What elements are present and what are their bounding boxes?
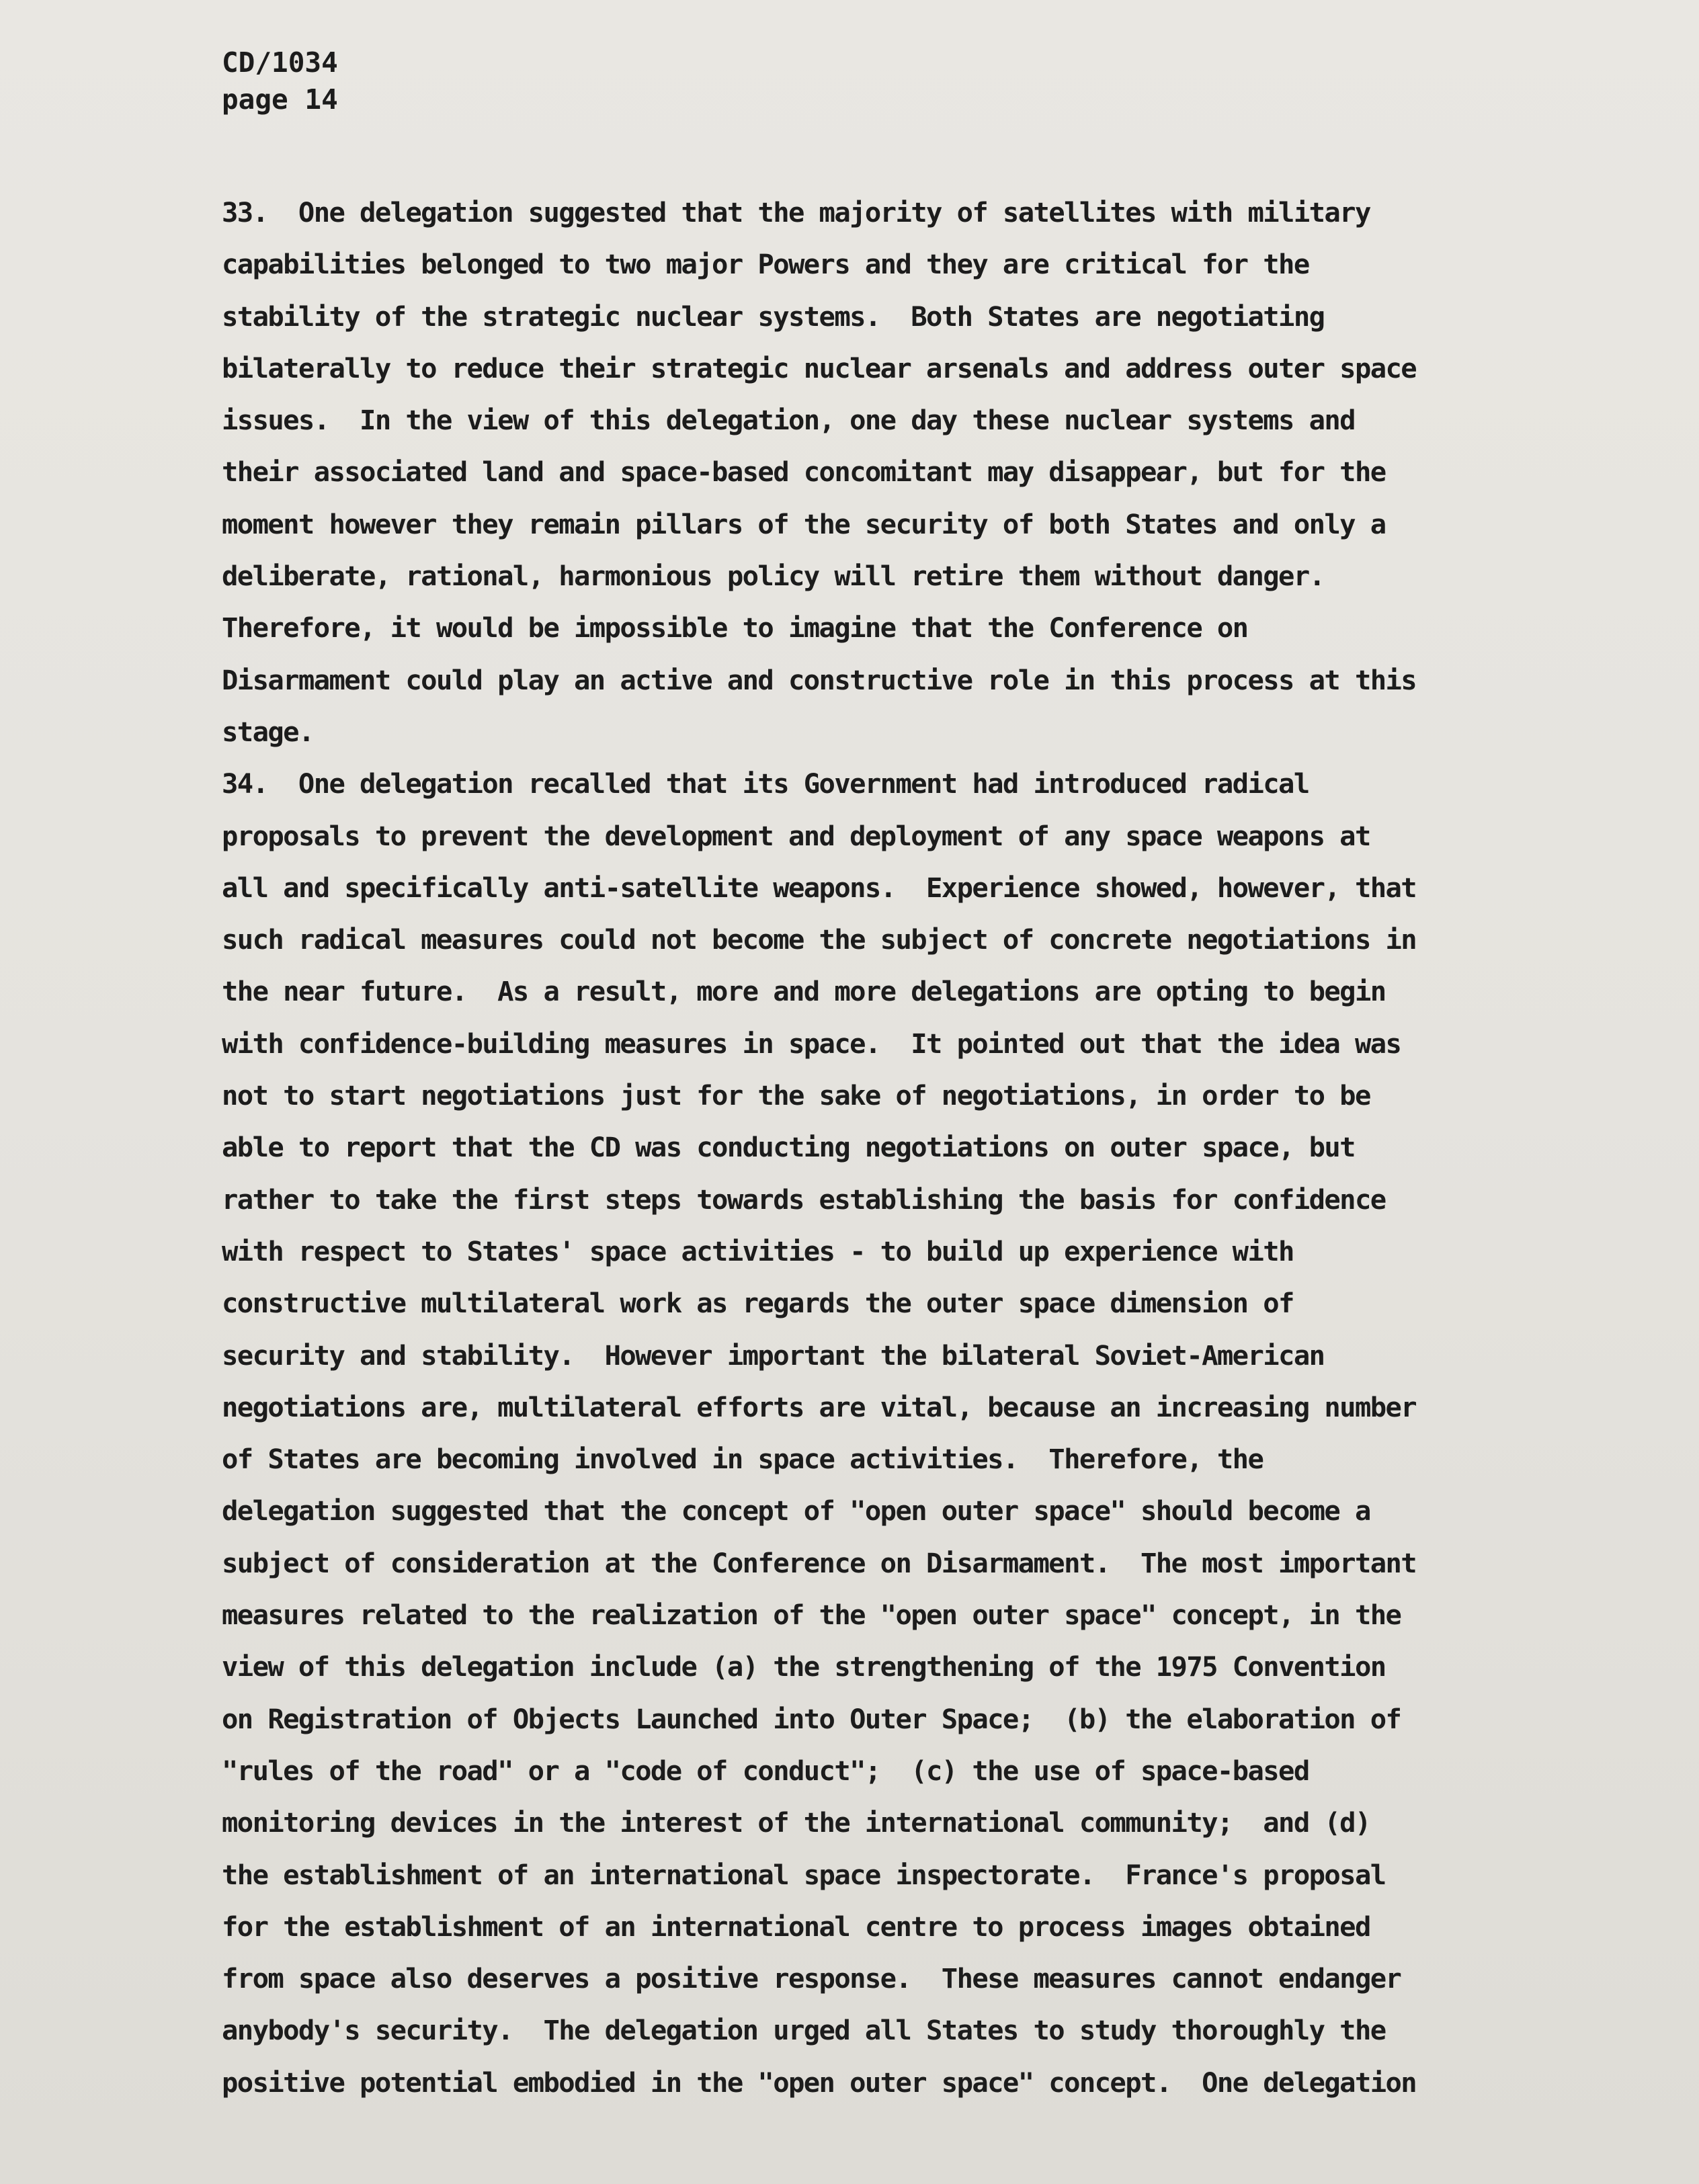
text-line: monitoring devices in the interest of the international community; and (d) bbox=[222, 1806, 1370, 1839]
text-line: the near future. As a result, more and more delegations are opting to begin bbox=[222, 975, 1386, 1008]
text-line: capabilities belonged to two major Powers and they are critical for the bbox=[222, 248, 1309, 281]
text-line: for the establishment of an international centre to process images obtained bbox=[222, 1910, 1370, 1943]
text-line: able to report that the CD was conducting negotiations on outer space, but bbox=[222, 1131, 1355, 1164]
text-line: deliberate, rational, harmonious policy will retire them without danger. bbox=[222, 560, 1325, 593]
document-body bbox=[222, 187, 1593, 2109]
text-line: all and specifically anti-satellite weapons. Experience showed, however, that bbox=[222, 871, 1417, 904]
text-line: not to start negotiations just for the sake of negotiations, in order to be bbox=[222, 1079, 1370, 1112]
text-line: security and stability. However important the bilateral Soviet-American bbox=[222, 1339, 1325, 1372]
text-line: Disarmament could play an active and constructive role in this process at this bbox=[222, 663, 1417, 696]
paragraph-34 bbox=[222, 758, 1593, 2109]
page-number: page 14 bbox=[222, 83, 338, 116]
text-line: delegation suggested that the concept of "open outer space" should become a bbox=[222, 1495, 1370, 1527]
text-line: negotiations are, multilateral efforts are vital, because an increasing number bbox=[222, 1390, 1417, 1423]
text-line: subject of consideration at the Conference on Disarmament. The most important bbox=[222, 1546, 1417, 1579]
text-line: moment however they remain pillars of the security of both States and only a bbox=[222, 507, 1386, 540]
text-line: such radical measures could not become the subject of concrete negotiations in bbox=[222, 923, 1417, 956]
text-line: constructive multilateral work as regards the outer space dimension of bbox=[222, 1287, 1294, 1320]
text-line: bilaterally to reduce their strategic nuclear arsenals and address outer space bbox=[222, 351, 1417, 384]
text-line: Therefore, it would be impossible to imagine that the Conference on bbox=[222, 612, 1248, 644]
text-line: positive potential embodied in the "open outer space" concept. One delegation bbox=[222, 2066, 1417, 2099]
text-line: 33. One delegation suggested that the majority of satellites with military bbox=[222, 196, 1370, 228]
paragraph-33 bbox=[222, 187, 1593, 758]
text-line: 34. One delegation recalled that its Government had introduced radical bbox=[222, 767, 1309, 800]
text-line: issues. In the view of this delegation, one day these nuclear systems and bbox=[222, 404, 1355, 437]
text-line: stability of the strategic nuclear systems. Both States are negotiating bbox=[222, 300, 1325, 333]
text-line: with confidence-building measures in space. It pointed out that the idea was bbox=[222, 1027, 1401, 1060]
text-line: anybody's security. The delegation urged all States to study thoroughly the bbox=[222, 2014, 1386, 2047]
text-line: of States are becoming involved in space activities. Therefore, the bbox=[222, 1443, 1263, 1476]
text-line: their associated land and space-based concomitant may disappear, but for the bbox=[222, 456, 1386, 489]
text-line: with respect to States' space activities - to build up experience with bbox=[222, 1234, 1294, 1267]
text-line: view of this delegation include (a) the strengthening of the 1975 Convention bbox=[222, 1650, 1386, 1683]
text-line: measures related to the realization of the "open outer space" concept, in the bbox=[222, 1599, 1401, 1632]
text-line: stage. bbox=[222, 715, 314, 748]
text-line: the establishment of an international space inspectorate. France's proposal bbox=[222, 1858, 1386, 1891]
text-line: on Registration of Objects Launched into Outer Space; (b) the elaboration of bbox=[222, 1702, 1401, 1735]
text-line: "rules of the road" or a "code of conduct"; (c) the use of space-based bbox=[222, 1754, 1309, 1787]
document-symbol: CD/1034 bbox=[222, 46, 338, 79]
text-line: rather to take the first steps towards establishing the basis for confidence bbox=[222, 1183, 1386, 1216]
document-header bbox=[222, 44, 338, 118]
text-line: proposals to prevent the development and deployment of any space weapons at bbox=[222, 819, 1370, 852]
text-line: from space also deserves a positive response. These measures cannot endanger bbox=[222, 1962, 1401, 1995]
